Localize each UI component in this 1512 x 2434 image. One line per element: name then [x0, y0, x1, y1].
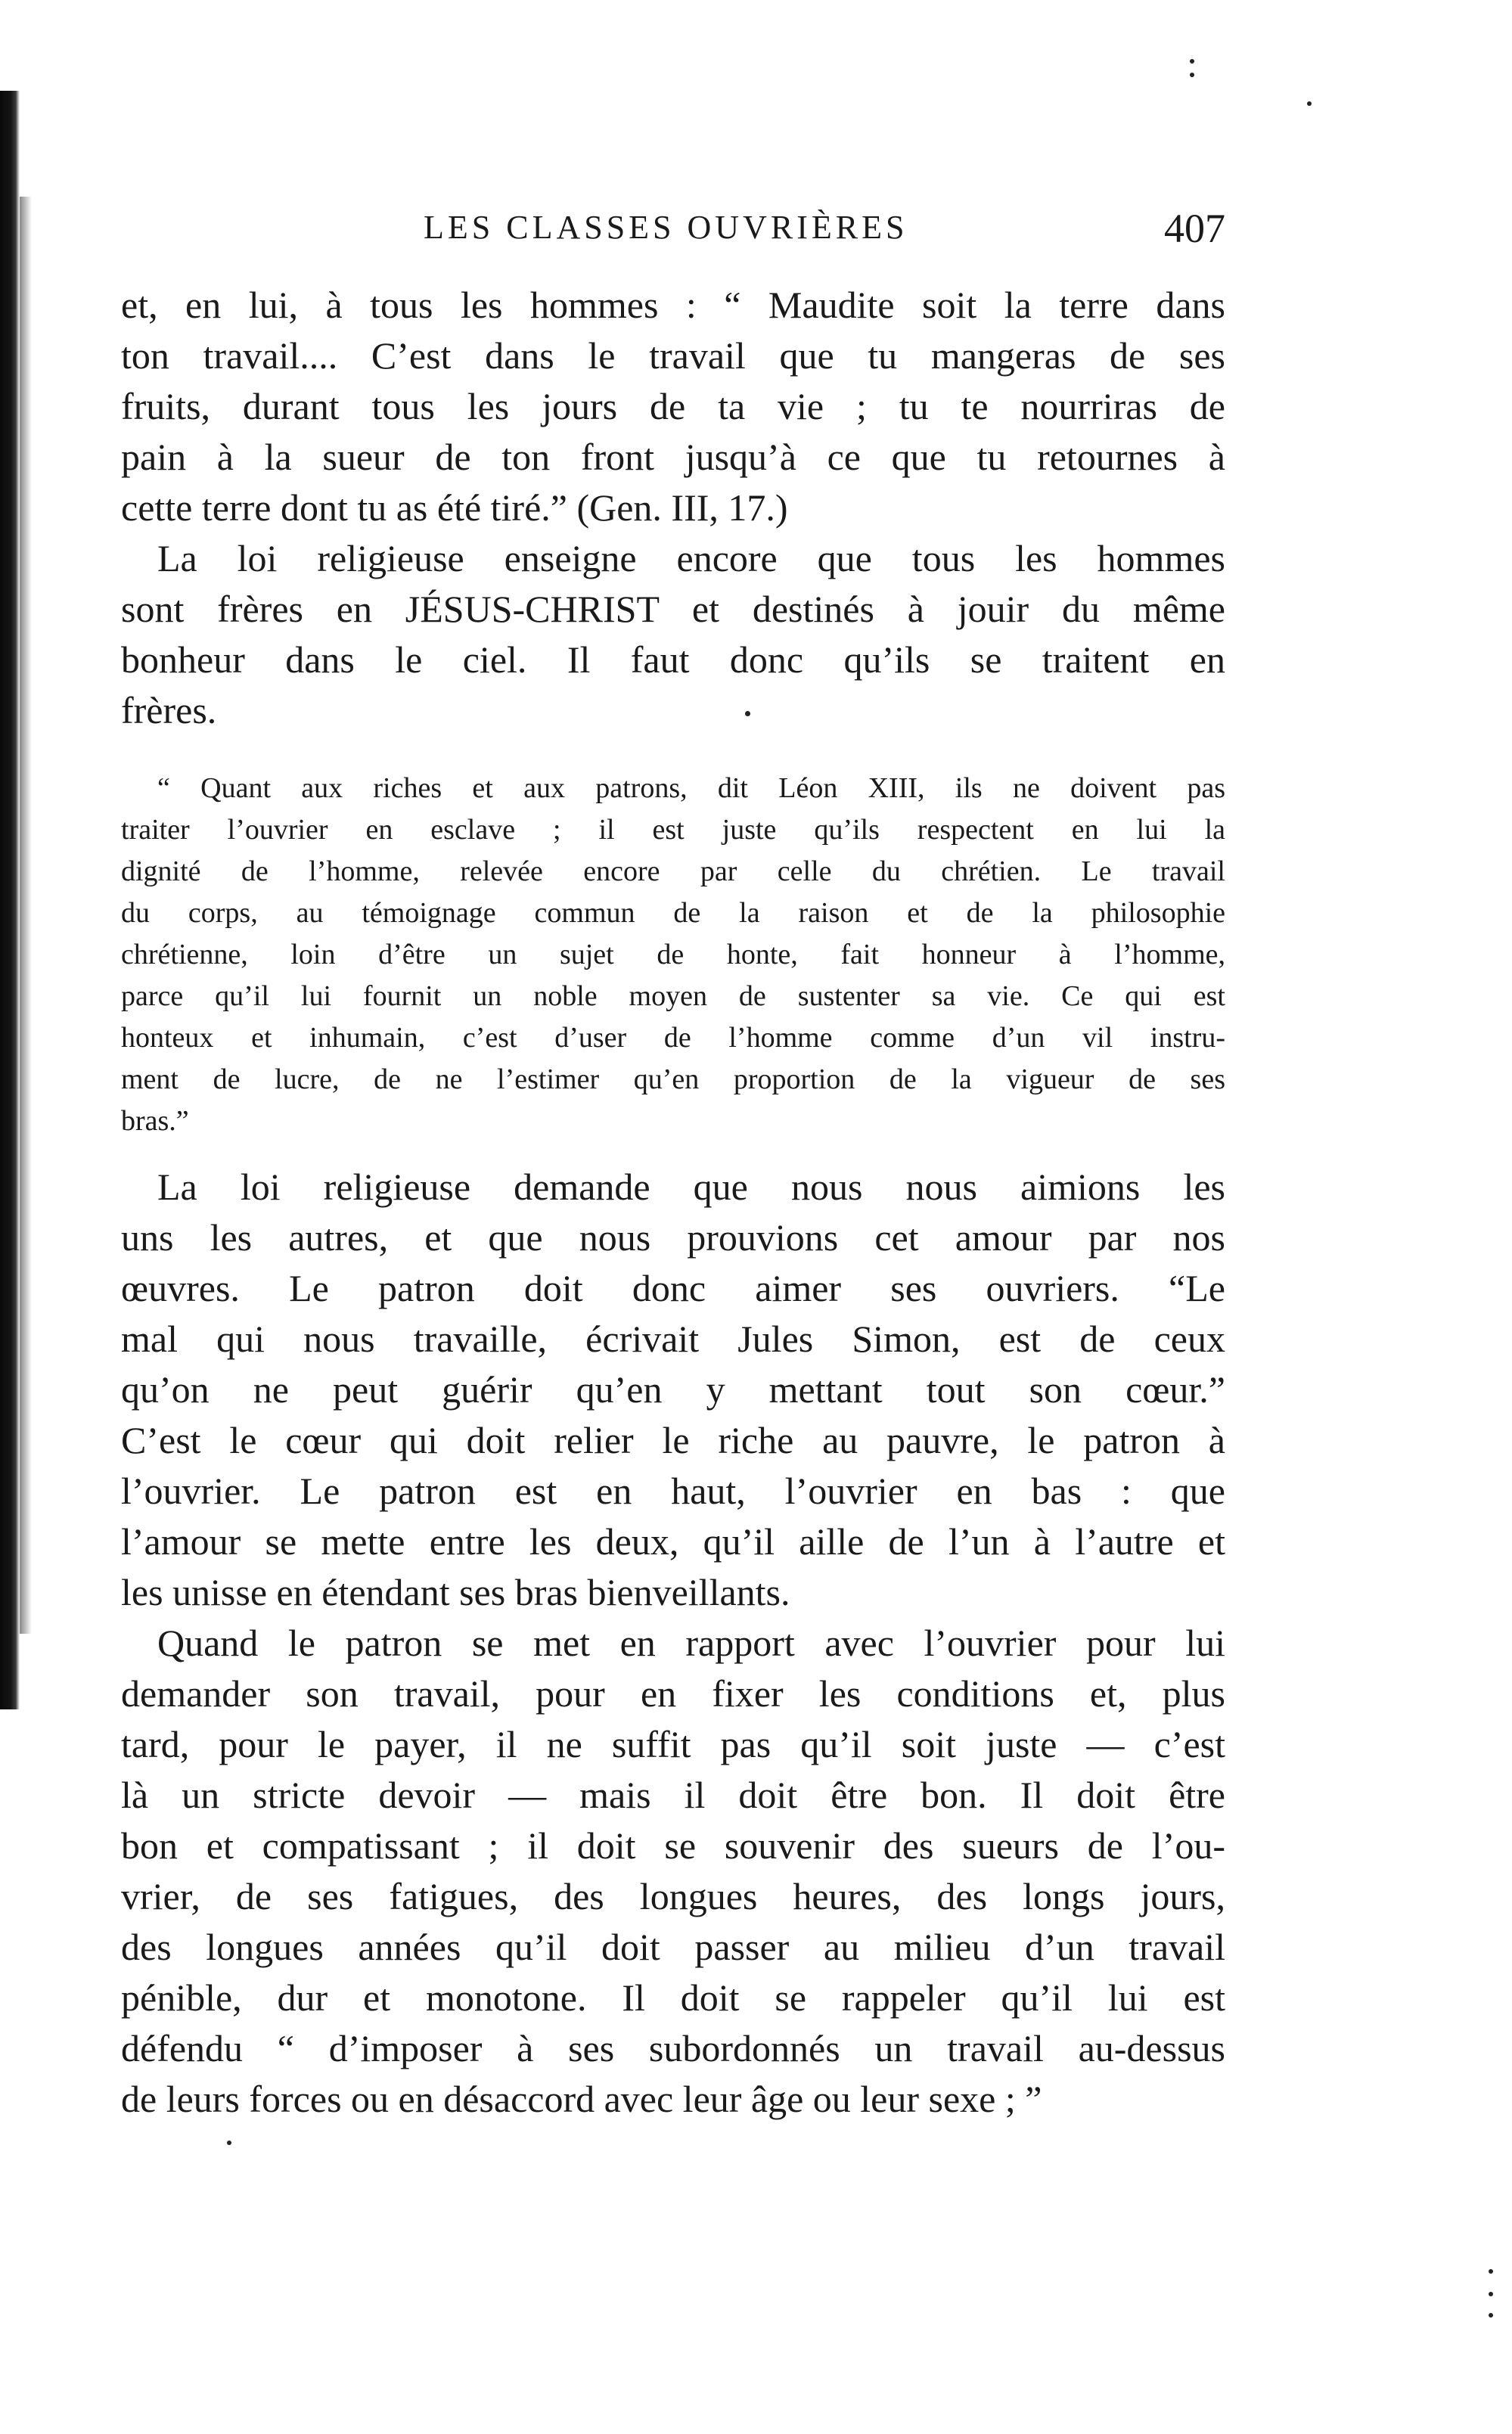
running-title: LES CLASSES OUVRIÈRES [424, 209, 908, 246]
speck [1307, 101, 1312, 106]
quote-line: parce qu’il lui fournit un noble moyen de sustenter sa vie. Ce qui est [121, 980, 1225, 1012]
text-line: cette terre dont tu as été tiré.” (Gen. III, 17.) [121, 486, 788, 529]
binding-shadow [0, 91, 20, 1709]
block-quote [121, 768, 1225, 1142]
page-number: 407 [1164, 206, 1225, 251]
text-line: demander son travail, pour en fixer les conditions et, plus [121, 1672, 1225, 1715]
text-line: les unisse en étendant ses bras bienveillants. [121, 1571, 790, 1613]
text-line: frères. [121, 689, 217, 731]
text-line: œuvres. Le patron doit donc aimer ses ouvriers. “Le [121, 1267, 1225, 1309]
speck [1489, 2269, 1493, 2274]
paragraph [121, 1162, 1225, 1618]
text-line: uns les autres, et que nous prouvions cet amour par nos [121, 1216, 1225, 1259]
text-line: l’amour se mette entre les deux, qu’il aille de l’un à l’autre et [121, 1520, 1225, 1563]
speck [1489, 2292, 1493, 2296]
text-line: là un stricte devoir — mais il doit être bon. Il doit être [121, 1774, 1225, 1816]
quote-line: du corps, au témoignage commun de la raison et de la philosophie [121, 897, 1225, 929]
speck [1190, 73, 1194, 77]
speck [227, 2141, 231, 2145]
text-line: fruits, durant tous les jours de ta vie ; tu te nourriras de [121, 385, 1225, 427]
quote-line: chrétienne, loin d’être un sujet de honte, fait honneur à l’homme, [121, 939, 1225, 970]
text-line: sont frères en JÉSUS-CHRIST et destinés à jouir du même [121, 588, 1225, 630]
speck [1489, 2313, 1493, 2318]
paragraph [121, 1618, 1225, 2125]
text-line: vrier, de ses fatigues, des longues heures, des longs jours, [121, 1875, 1225, 1917]
quote-line: ment de lucre, de ne l’estimer qu’en proportion de la vigueur de ses [121, 1063, 1225, 1095]
text-line: l’ouvrier. Le patron est en haut, l’ouvrier en bas : que [121, 1470, 1225, 1512]
text-line: bon et compatissant ; il doit se souvenir des sueurs de l’ou- [121, 1824, 1225, 1867]
page-header [121, 208, 1225, 261]
text-line: C’est le cœur qui doit relier le riche au pauvre, le patron à [121, 1419, 1225, 1461]
text-line: mal qui nous travaille, écrivait Jules Simon, est de ceux [121, 1318, 1225, 1360]
binding-shadow-fade [20, 197, 32, 1634]
quote-line: “ Quant aux riches et aux patrons, dit Léon XIII, ils ne doivent pas [157, 772, 1225, 804]
speck [1190, 59, 1194, 64]
text-line: pénible, dur et monotone. Il doit se rappeler qu’il lui est [121, 1976, 1225, 2019]
text-line: La loi religieuse enseigne encore que tous les hommes [157, 537, 1225, 579]
text-line: qu’on ne peut guérir qu’en y mettant tout son cœur.” [121, 1368, 1225, 1411]
text-line: tard, pour le payer, il ne suffit pas qu’il soit juste — c’est [121, 1723, 1225, 1765]
text-line: des longues années qu’il doit passer au milieu d’un travail [121, 1926, 1225, 1968]
text-line: pain à la sueur de ton front jusqu’à ce que tu retournes à [121, 436, 1225, 478]
body-text [121, 280, 1225, 2125]
quote-line: bras.” [121, 1105, 189, 1137]
text-line: La loi religieuse demande que nous nous aimions les [157, 1166, 1225, 1208]
paragraph [121, 280, 1225, 533]
paragraph [121, 533, 1225, 736]
text-line: ton travail.... C’est dans le travail que tu mangeras de ses [121, 334, 1225, 377]
text-line: défendu “ d’imposer à ses subordonnés un travail au-dessus [121, 2027, 1225, 2069]
quote-line: honteux et inhumain, c’est d’user de l’homme comme d’un vil instru- [121, 1022, 1225, 1054]
text-line: et, en lui, à tous les hommes : “ Maudite soit la terre dans [121, 284, 1225, 326]
quote-line: traiter l’ouvrier en esclave ; il est juste qu’ils respectent en lui la [121, 814, 1225, 846]
text-line: Quand le patron se met en rapport avec l’ouvrier pour lui [157, 1622, 1225, 1664]
text-line: de leurs forces ou en désaccord avec leur âge ou leur sexe ; ” [121, 2078, 1042, 2120]
text-line: bonheur dans le ciel. Il faut donc qu’ils se traitent en [121, 638, 1225, 681]
quote-line: dignité de l’homme, relevée encore par celle du chrétien. Le travail [121, 855, 1225, 887]
